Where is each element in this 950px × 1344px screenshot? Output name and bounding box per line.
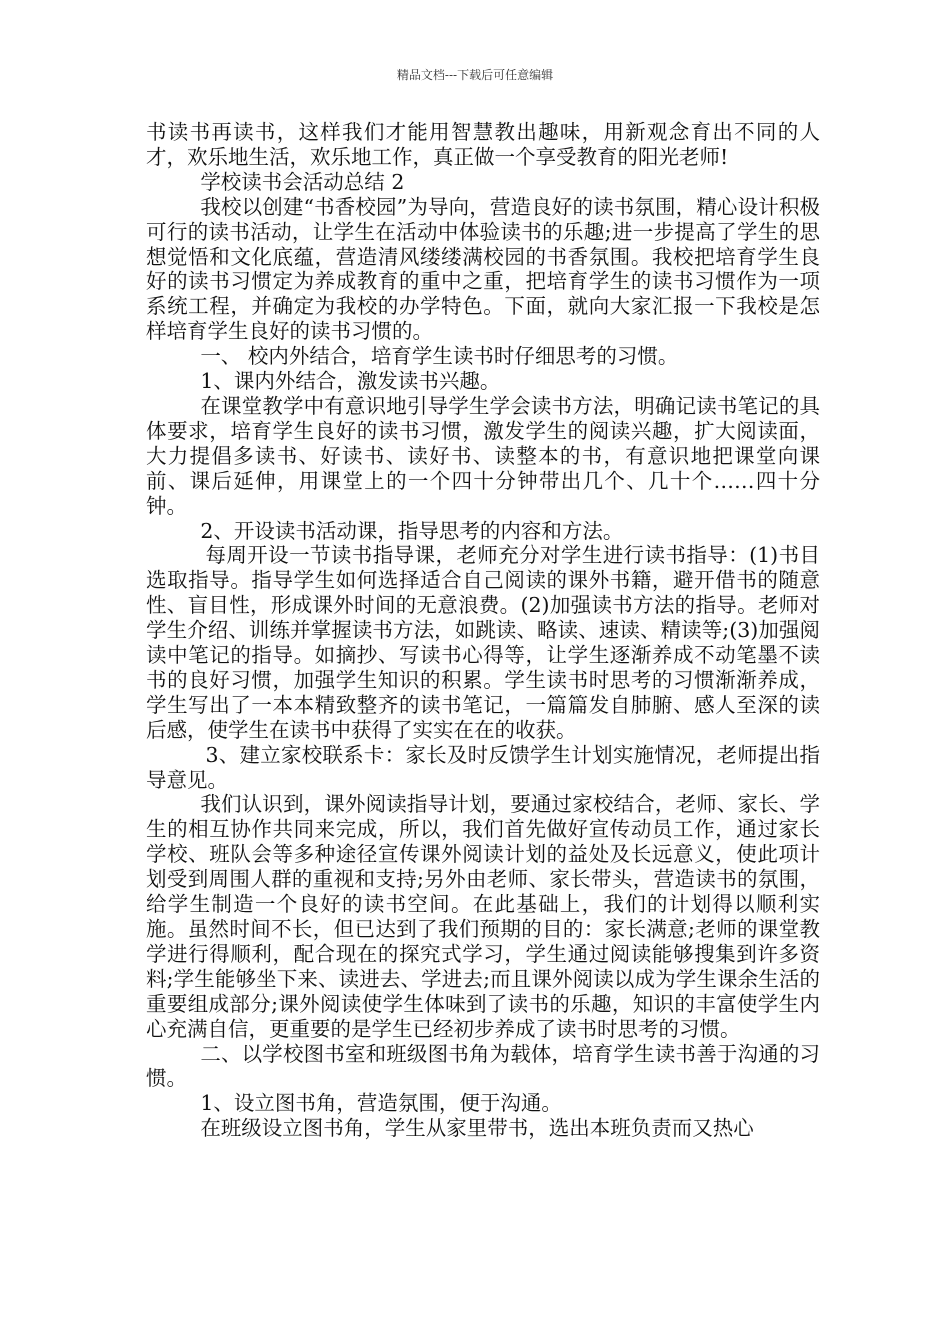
paragraph-continued: 书读书再读书，这样我们才能用智慧教出趣味，用新观念育出不同的人才，欢乐地生活，欢乐地工作，真正做一个享受教育的阳光老师! [146,120,820,169]
paragraph-library-corner: 在班级设立图书角，学生从家里带书，选出本班负责而又热心 [200,1116,754,1141]
heading-part-two: 二、以学校图书室和班级图书角为载体，培育学生读书善于沟通的习惯。 [146,1041,820,1091]
paragraph-home-school: 我们认识到，课外阅读指导计划，要通过家校结合，老师、家长、学生的相互协作共同来完成，所以，我们首先做好宣传动员工作，通过家长学校、班队会等多种途径宣传课外阅读计划的益处及长远意义，使此项计划受到周围人群的重视和支持;另外由老师、家长带头，营造读书的氛围，给学生制造一个良好的读书空间。在此基础上，我们的计划得以顺利实施。虽然时间不长，但已达到了我们预期的目的：家长满意;老师的课堂教学进行得顺利，配合现在的探究式学习，学生通过阅读能够搜集到许多资料;学生能够坐下来、读进去、学进去;而且课外阅读以成为学生课余生活的重要组成部分;课外阅读使学生体味到了读书的乐趣，知识的丰富使学生内心充满自信，更重要的是学生已经初步养成了读书时思考的习惯。 [146,792,820,1041]
paragraph-classroom: 在课堂教学中有意识地引导学生学会读书方法，明确记读书笔记的具体要求，培育学生良好的读书习惯，激发学生的阅读兴趣，扩大阅读面，大力提倡多读书、好读书、读好书、读整本的书，有意识地把课堂向课前、课后延伸，用课堂上的一个四十分钟带出几个、几十个……四十分钟。 [146,393,820,518]
paragraph-guidance: 每周开设一节读书指导课，老师充分对学生进行读书指导：(1)书目选取指导。指导学生如何选择适合自己阅读的课外书籍，避开借书的随意性、盲目性，形成课外时间的无意浪费。(2)加强读书方法的指导。老师对学生介绍、训练并掌握读书方法，如跳读、略读、速读、精读等;(3)加强阅读中笔记的指导。如摘抄、写读书心得等，让学生逐渐养成不动笔墨不读书的良好习惯，加强学生知识的积累。学生读书时思考的习惯渐渐养成，学生写出了一本本精致整齐的读书笔记，一篇篇发自肺腑、感人至深的读后感，使学生在读书中获得了实实在在的收获。 [146,543,820,742]
subheading-3: 3、建立家校联系卡：家长及时反馈学生计划实施情况，老师提出指导意见。 [146,742,820,792]
heading-part-one: 一、 校内外结合，培育学生读书时仔细思考的习惯。 [200,344,679,369]
subheading-2: 2、开设读书活动课，指导思考的内容和方法。 [200,518,624,543]
page-header: 精品文档---下载后可任意编辑 [396,68,554,82]
subheading-library-corner: 1、设立图书角，营造氛围，便于沟通。 [200,1091,562,1116]
section-title: 学校读书会活动总结 2 [200,169,405,194]
paragraph-intro: 我校以创建“书香校园”为导向，营造良好的读书氛围，精心设计积极可行的读书活动，让学生在活动中体验读书的乐趣;进一步提高了学生的思想觉悟和文化底蕴，营造清风缕缕满校园的书香氛围。我校把培育学生良好的读书习惯定为养成教育的重中之重，把培育学生的读书习惯作为一项系统工程，并确定为我校的办学特色。下面，就向大家汇报一下我校是怎样培育学生良好的读书习惯的。 [146,194,820,344]
subheading-1: 1、课内外结合，激发读书兴趣。 [200,369,501,394]
document-body [146,120,820,1141]
